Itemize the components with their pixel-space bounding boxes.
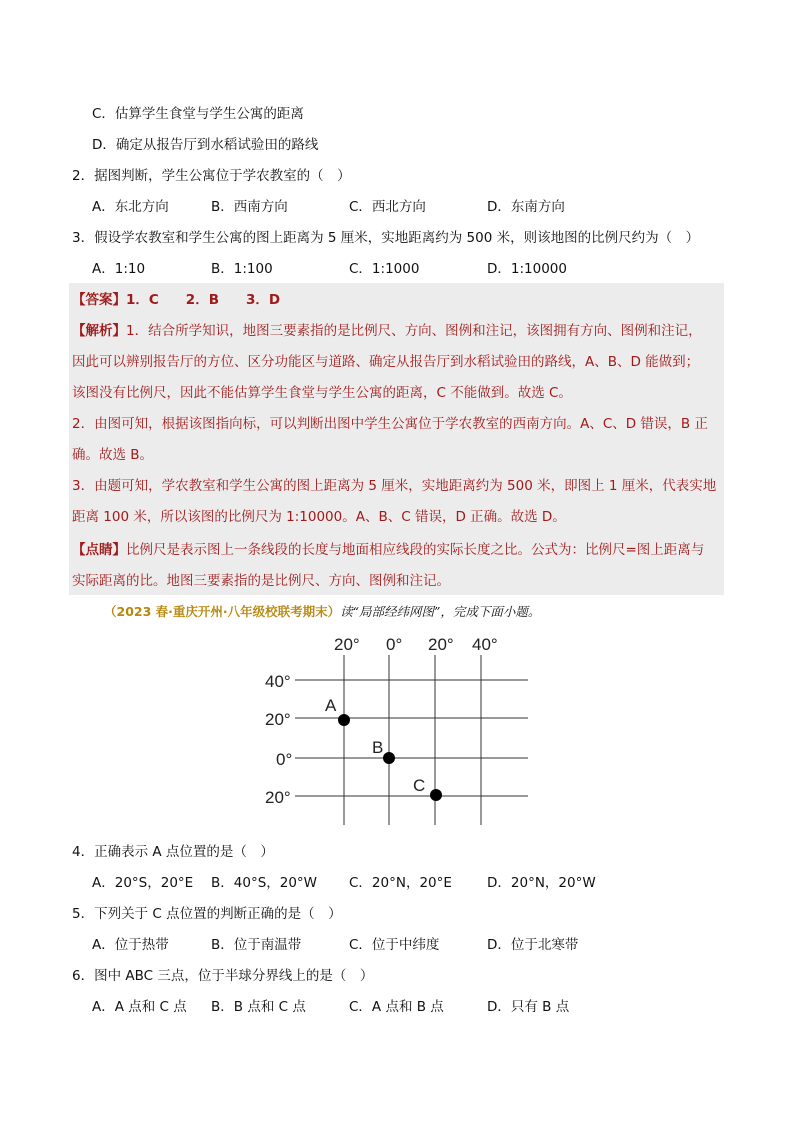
analysis-2a: 2．由图可知，根据该图指向标，可以判断出图中学生公寓位于学农教室的西南方向。A、C、D 错误，B 正 <box>72 416 708 432</box>
q5-option-d: D．位于北寒带 <box>487 937 579 953</box>
lat-label-1: 40° <box>265 672 291 691</box>
source-line <box>104 603 540 621</box>
tip-tag: 【点睛】 <box>72 542 126 558</box>
q4-option-d: D．20°N，20°W <box>487 875 596 891</box>
analysis-2b: 确。故选 B。 <box>72 447 154 463</box>
q5-stem: 5．下列关于 C 点位置的判断正确的是（ ） <box>72 906 342 922</box>
q4-option-a: A．20°S，20°E <box>92 875 194 891</box>
q3-option-c: C．1:1000 <box>349 261 420 277</box>
lon-label-3: 20° <box>428 635 454 654</box>
instruction-text: 读“局部经纬网图”，完成下面小题。 <box>340 604 541 619</box>
tip-line-a <box>72 540 704 560</box>
answer-key: 【答案】1．C 2．B 3．D <box>72 292 281 308</box>
q3-stem: 3．假设学农教室和学生公寓的图上距离为 5 厘米，实地距离约为 500 米，则该地图的比例尺约为（ ） <box>72 230 700 246</box>
point-b-label: B <box>372 738 384 757</box>
point-c-label: C <box>413 776 426 795</box>
lat-label-3: 0° <box>276 750 293 769</box>
point-a-label: A <box>325 696 337 715</box>
point-c <box>430 789 442 801</box>
q5-option-a: A．位于热带 <box>92 937 169 953</box>
q4-option-b: B．40°S，20°W <box>211 875 318 891</box>
point-b <box>383 752 395 764</box>
q2-option-c: C．西北方向 <box>349 199 426 215</box>
q5-option-b: B．位于南温带 <box>211 937 302 953</box>
q6-option-a: A．A 点和 C 点 <box>92 999 187 1015</box>
lon-label-2: 0° <box>386 635 403 654</box>
lon-label-1: 20° <box>334 635 360 654</box>
q1-option-d: D．确定从报告厅到水稻试验田的路线 <box>92 137 319 153</box>
q2-option-b: B．西南方向 <box>211 199 288 215</box>
q6-option-d: D．只有 B 点 <box>487 999 570 1015</box>
lat-label-2: 20° <box>265 710 291 729</box>
q5-option-c: C．位于中纬度 <box>349 937 440 953</box>
tip-a-text: 比例尺是表示图上一条线段的长度与地面相应线段的实际长度之比。公式为：比例尺=图上距离与 <box>126 542 705 558</box>
analysis-3b: 距离 100 米，所以该图的比例尺为 1:10000。A、B、C 错误，D 正确。故选 D。 <box>72 509 566 525</box>
q6-option-b: B．B 点和 C 点 <box>211 999 306 1015</box>
analysis-3a: 3．由题可知，学农教室和学生公寓的图上距离为 5 厘米，实地距离约为 500 米，即图上 1 厘米，代表实地 <box>72 478 717 494</box>
analysis-1b: 因此可以辨别报告厅的方位、区分功能区与道路、确定从报告厅到水稻试验田的路线，A、B、D 能做到； <box>72 354 700 370</box>
analysis-1a <box>72 321 702 341</box>
analysis-1c: 该图没有比例尺，因此不能估算学生食堂与学生公寓的距离，C 不能做到。故选 C。 <box>72 385 572 401</box>
q3-option-a: A．1:10 <box>92 261 146 277</box>
lon-label-4: 40° <box>472 635 498 654</box>
q3-option-d: D．1:10000 <box>487 261 567 277</box>
q6-stem: 6．图中 ABC 三点，位于半球分界线上的是（ ） <box>72 968 374 984</box>
q4-option-c: C．20°N，20°E <box>349 875 452 891</box>
answer-line <box>72 290 280 310</box>
q3-option-b: B．1:100 <box>211 261 273 277</box>
q2-option-a: A．东北方向 <box>92 199 169 215</box>
q4-stem: 4．正确表示 A 点位置的是（ ） <box>72 844 274 860</box>
source-tag: （2023 春·重庆开州·八年级校联考期末） <box>104 604 341 619</box>
q1-option-c: C．估算学生食堂与学生公寓的距离 <box>92 106 304 122</box>
point-a <box>338 714 350 726</box>
lat-lon-grid-figure <box>250 625 540 830</box>
tip-line-b: 实际距离的比。地图三要素指的是比例尺、方向、图例和注记。 <box>72 573 450 589</box>
analysis-tag: 【解析】 <box>72 323 126 339</box>
lat-label-4: 20° <box>265 788 291 807</box>
q6-option-c: C．A 点和 B 点 <box>349 999 444 1015</box>
q2-option-d: D．东南方向 <box>487 199 565 215</box>
q2-stem: 2．据图判断，学生公寓位于学农教室的（ ） <box>72 168 351 184</box>
analysis-1a-text: 1．结合所学知识，地图三要素指的是比例尺、方向、图例和注记，该图拥有方向、图例和注记， <box>126 323 702 339</box>
